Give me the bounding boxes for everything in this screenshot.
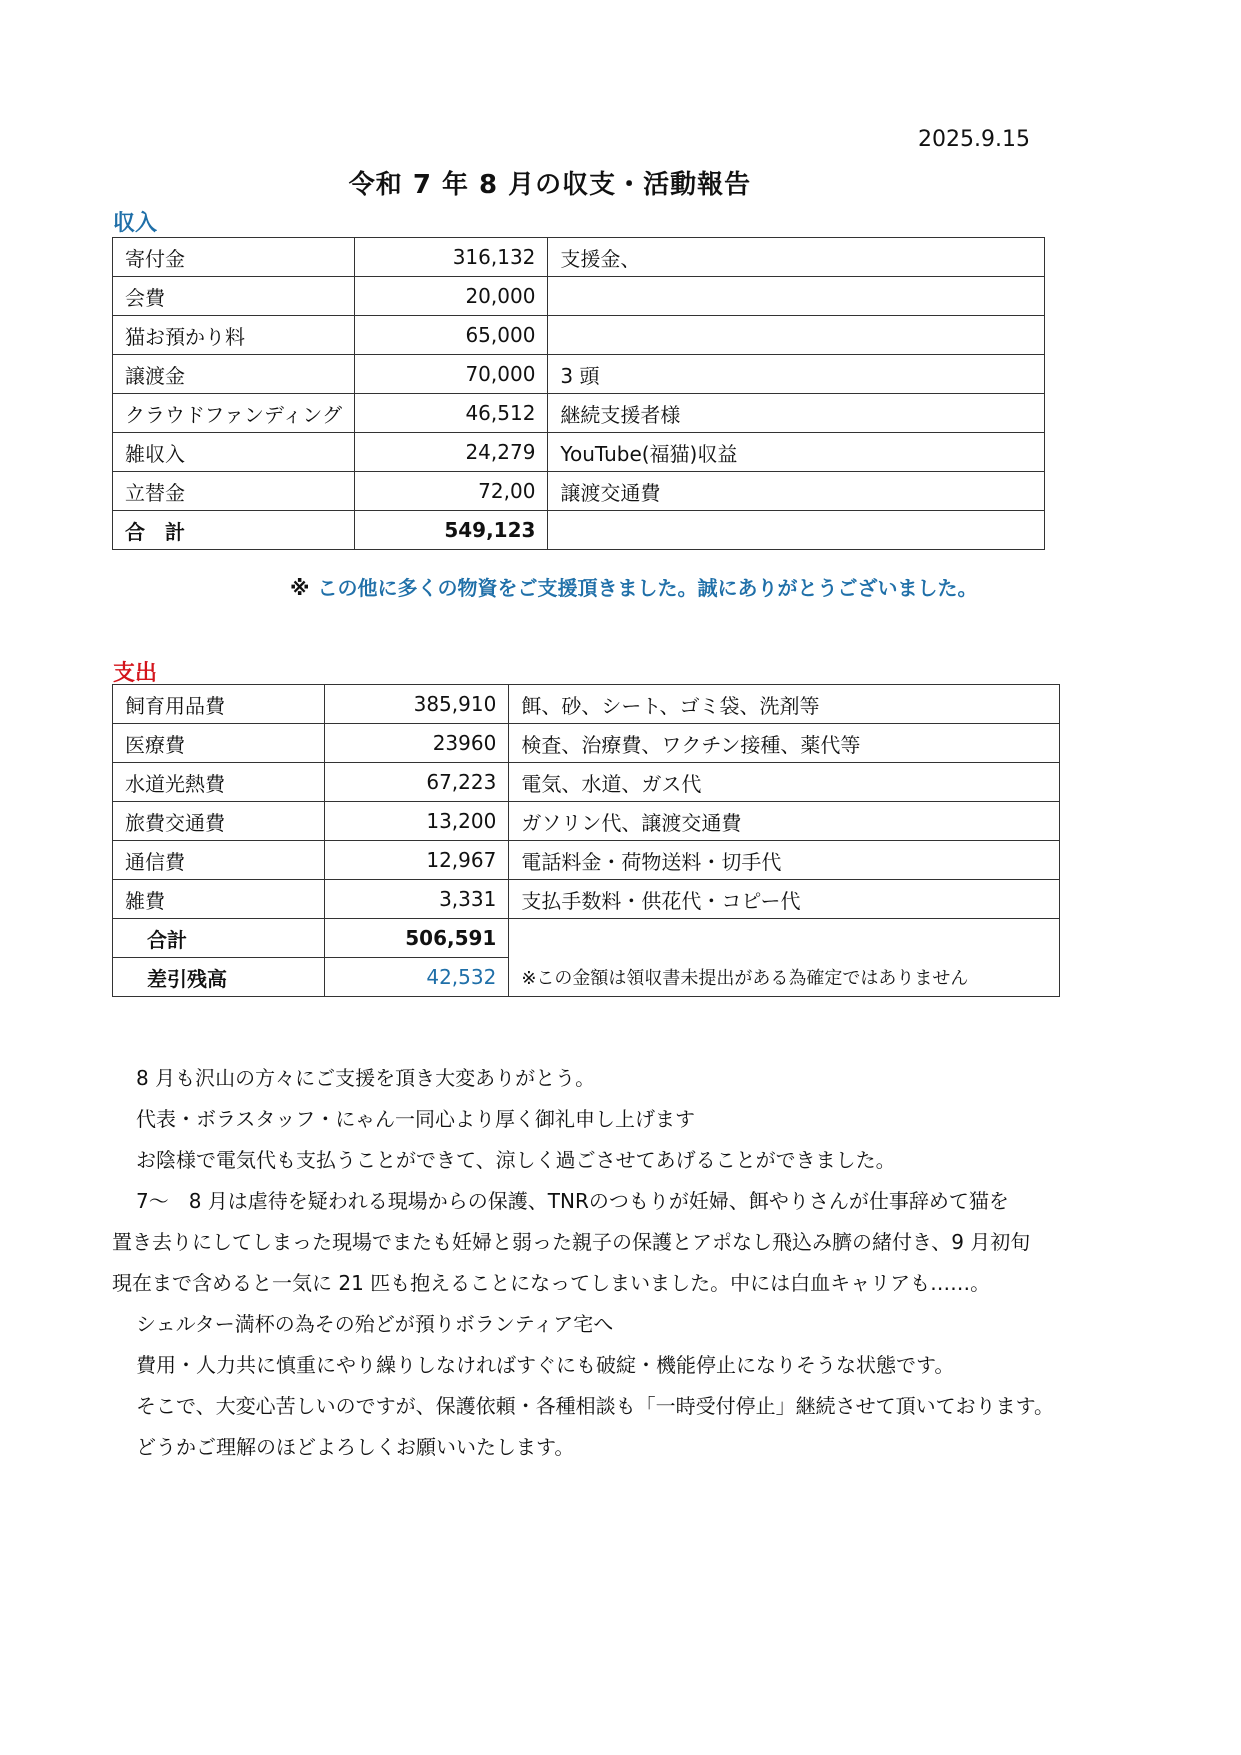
table-row — [113, 685, 1060, 724]
body-paragraph: 置き去りにしてしまった現場でまたも妊婦と弱った親子の保護とアポなし飛込み臍の緒付き、9 月初旬 — [112, 1230, 1031, 1254]
body-paragraph: そこで、大変心苦しいのですが、保護依頼・各種相談も「一時受付停止」継続させて頂いております。 — [136, 1394, 1054, 1418]
income-note — [548, 316, 1045, 355]
body-paragraph: お陰様で電気代も支払うことができて、涼しく過ごさせてあげることができました。 — [136, 1148, 896, 1172]
expense-label: 旅費交通費 — [113, 802, 325, 841]
expense-label: 飼育用品費 — [113, 685, 325, 724]
income-amount: 72,00 — [355, 472, 548, 511]
expense-amount: 67,223 — [324, 763, 509, 802]
balance-note: ※この金額は領収書未提出がある為確定ではありません — [509, 919, 1060, 997]
income-note: 3 頭 — [548, 355, 1045, 394]
income-label: 寄付金 — [113, 238, 355, 277]
expense-total-label: 合計 — [113, 919, 325, 958]
thanks-text: この他に多くの物資をご支援頂きました。誠にありがとうございました。 — [317, 576, 978, 600]
table-row — [113, 841, 1060, 880]
expense-amount: 12,967 — [324, 841, 509, 880]
expense-note: 電話料金・荷物送料・切手代 — [509, 841, 1060, 880]
table-row — [113, 472, 1045, 511]
income-label: 譲渡金 — [113, 355, 355, 394]
body-paragraph: 費用・人力共に慎重にやり繰りしなければすぐにも破綻・機能停止になりそうな状態です。 — [136, 1353, 955, 1377]
income-label: 立替金 — [113, 472, 355, 511]
table-row — [113, 880, 1060, 919]
table-row — [113, 433, 1045, 472]
expense-label: 通信費 — [113, 841, 325, 880]
expense-amount: 13,200 — [324, 802, 509, 841]
income-note — [548, 277, 1045, 316]
body-paragraph: 現在まで含めると一気に 21 匹も抱えることになってしまいました。中には白血キャリアも……。 — [112, 1271, 991, 1295]
body-paragraph: シェルター満杯の為その殆どが預りボランティア宅へ — [136, 1312, 614, 1336]
income-total-amount: 549,123 — [355, 511, 548, 550]
expense-amount: 3,331 — [324, 880, 509, 919]
expense-note: 支払手数料・供花代・コピー代 — [509, 880, 1060, 919]
income-total-row — [113, 511, 1045, 550]
expense-note: 餌、砂、シート、ゴミ袋、洗剤等 — [509, 685, 1060, 724]
income-table — [112, 237, 1045, 550]
income-label: クラウドファンディング — [113, 394, 355, 433]
income-amount: 65,000 — [355, 316, 548, 355]
income-total-label: 合 計 — [113, 511, 355, 550]
expense-heading: 支出 — [113, 661, 158, 686]
income-total-note — [548, 511, 1045, 550]
table-row — [113, 763, 1060, 802]
thanks-note — [290, 572, 977, 601]
income-note: 継続支援者様 — [548, 394, 1045, 433]
table-row — [113, 802, 1060, 841]
report-date: 2025.9.15 — [918, 127, 1030, 152]
expense-note: 検査、治療費、ワクチン接種、薬代等 — [509, 724, 1060, 763]
expense-label: 水道光熱費 — [113, 763, 325, 802]
report-body — [112, 1058, 1072, 1468]
expense-total-row — [113, 919, 1060, 958]
income-amount: 24,279 — [355, 433, 548, 472]
reference-mark: ※ — [290, 576, 310, 600]
income-amount: 316,132 — [355, 238, 548, 277]
income-amount: 46,512 — [355, 394, 548, 433]
balance-amount: 42,532 — [324, 958, 509, 997]
report-title: 令和 7 年 8 月の収支・活動報告 — [348, 170, 752, 200]
expense-amount: 385,910 — [324, 685, 509, 724]
expense-label: 雑費 — [113, 880, 325, 919]
income-note: 支援金、 — [548, 238, 1045, 277]
income-amount: 70,000 — [355, 355, 548, 394]
balance-label: 差引残高 — [113, 958, 325, 997]
income-heading: 収入 — [113, 211, 158, 236]
income-label: 猫お預かり料 — [113, 316, 355, 355]
income-note: 譲渡交通費 — [548, 472, 1045, 511]
body-paragraph: 7～ 8 月は虐待を疑われる現場からの保護、TNRのつもりが妊婦、餌やりさんが仕事辞めて猫を — [136, 1189, 1009, 1213]
body-paragraph: どうかご理解のほどよろしくお願いいたします。 — [136, 1435, 575, 1459]
table-row — [113, 238, 1045, 277]
table-row — [113, 316, 1045, 355]
expense-label: 医療費 — [113, 724, 325, 763]
income-note: YouTube(福猫)収益 — [548, 433, 1045, 472]
income-label: 雑収入 — [113, 433, 355, 472]
table-row — [113, 724, 1060, 763]
table-row — [113, 394, 1045, 433]
body-paragraph: 8 月も沢山の方々にご支援を頂き大変ありがとう。 — [136, 1066, 596, 1090]
income-label: 会費 — [113, 277, 355, 316]
expense-total-amount: 506,591 — [324, 919, 509, 958]
expense-amount: 23960 — [324, 724, 509, 763]
table-row — [113, 355, 1045, 394]
income-amount: 20,000 — [355, 277, 548, 316]
body-paragraph: 代表・ボラスタッフ・にゃん一同心より厚く御礼申し上げます — [136, 1107, 695, 1131]
expense-table — [112, 684, 1060, 997]
expense-note: 電気、水道、ガス代 — [509, 763, 1060, 802]
expense-note: ガソリン代、譲渡交通費 — [509, 802, 1060, 841]
table-row — [113, 277, 1045, 316]
